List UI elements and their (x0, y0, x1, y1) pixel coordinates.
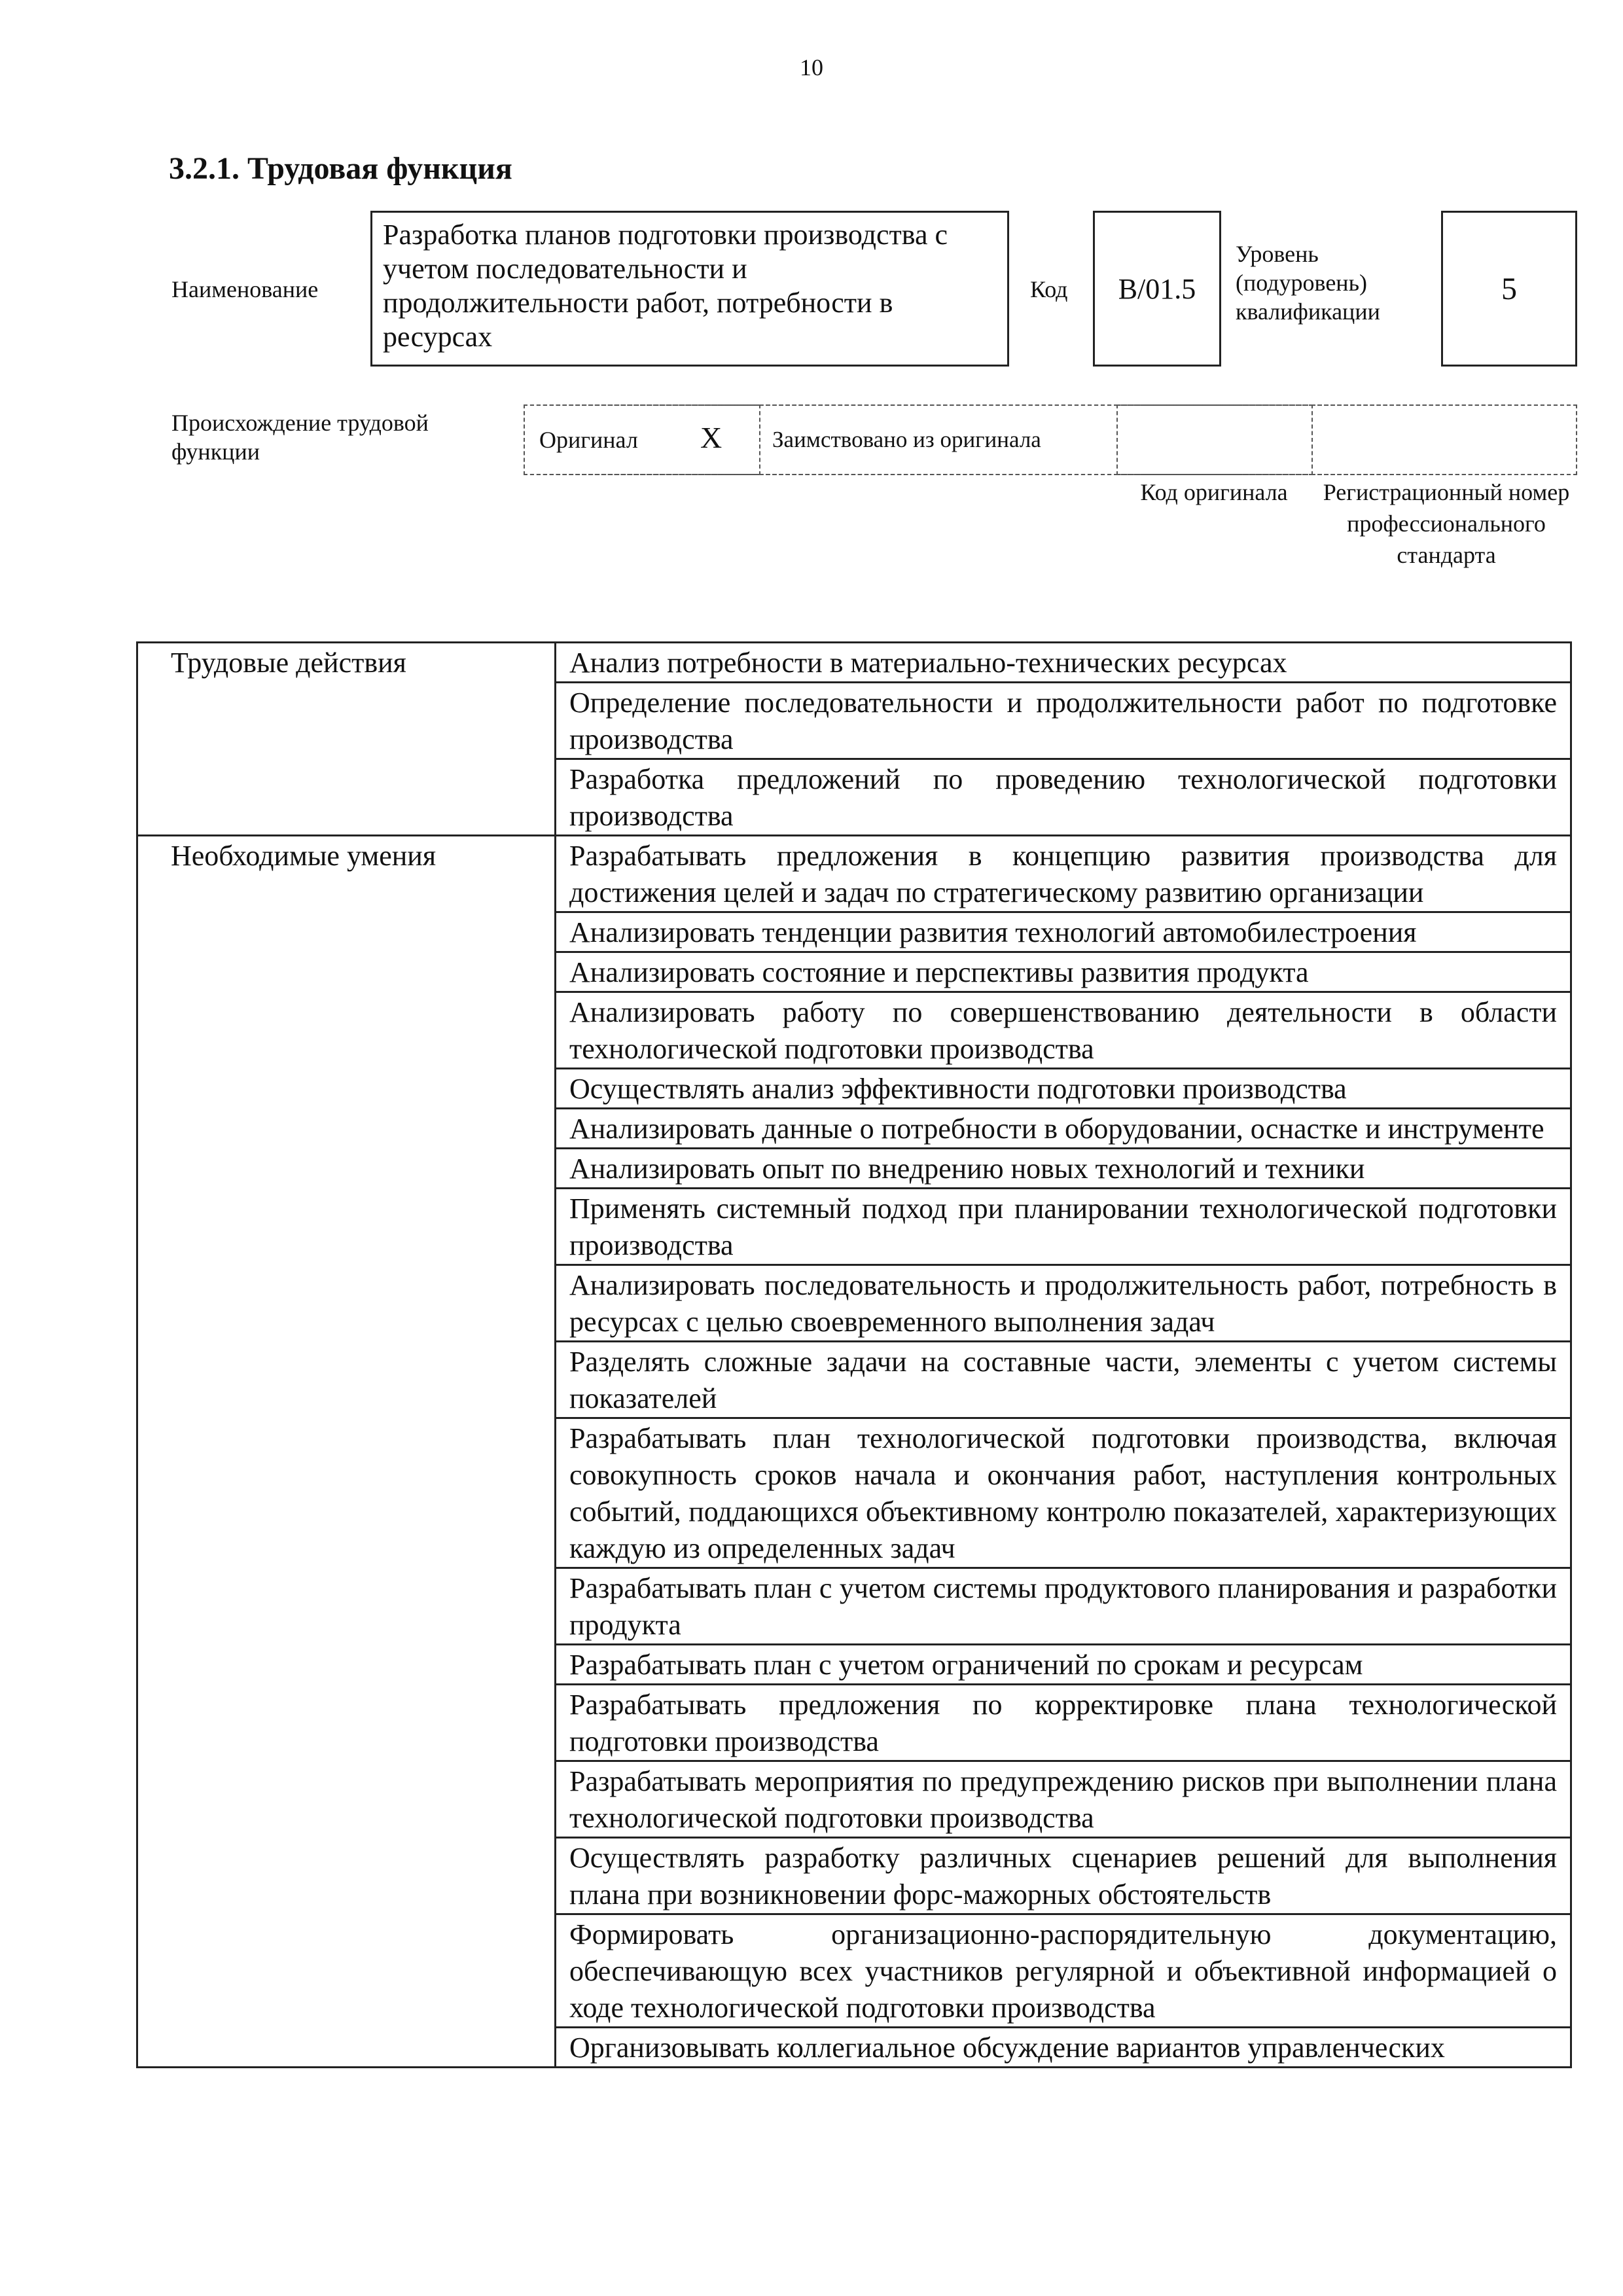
borrowed-label: Заимствовано из оригинала (772, 427, 1041, 452)
page-number: 10 (800, 54, 823, 81)
table-cell: Определение последовательности и продолжительности работ по подготовке производства (556, 683, 1571, 759)
original-mark: X (700, 421, 722, 454)
table-cell: Разработка предложений по проведению технологической подготовки производства (556, 759, 1571, 836)
origin-reg-cell (1311, 404, 1577, 475)
table-cell: Разрабатывать план с учетом системы продуктового планирования и разработки продукта (556, 1568, 1571, 1645)
name-label: Наименование (171, 276, 319, 302)
level-box (1441, 211, 1577, 367)
origin-code-cell (1116, 404, 1313, 475)
table-cell: Разрабатывать мероприятия по предупреждению рисков при выполнении плана технологической подготовки производства (556, 1761, 1571, 1838)
table-cell: Разрабатывать предложения в концепцию развития производства для достижения целей и задач по стратегическому развитию организации (556, 836, 1571, 912)
section-heading: Необходимые умения (137, 836, 556, 2068)
table-cell: Анализировать последовательность и продолжительность работ, потребность в ресурсах с целью своевременного выполнения задач (556, 1265, 1571, 1342)
table-cell: Анализировать данные о потребности в оборудовании, оснастке и инструменте (556, 1109, 1571, 1149)
table-cell: Организовывать коллегиальное обсуждение вариантов управленческих (556, 2028, 1571, 2068)
section-heading: Трудовые действия (137, 643, 556, 836)
table-cell: Осуществлять разработку различных сценариев решений для выполнения плана при возникновении форс-мажорных обстоятельств (556, 1838, 1571, 1914)
table-cell: Разделять сложные задачи на составные части, элементы с учетом системы показателей (556, 1342, 1571, 1418)
table-cell: Разрабатывать предложения по корректировке плана технологической подготовки производства (556, 1685, 1571, 1761)
table-cell: Применять системный подход при планировании технологической подготовки производства (556, 1189, 1571, 1265)
code-box (1093, 211, 1221, 367)
table-cell: Анализировать состояние и перспективы развития продукта (556, 952, 1571, 992)
section-title: 3.2.1. Трудовая функция (169, 151, 512, 186)
table-cell: Анализировать опыт по внедрению новых технологий и техники (556, 1149, 1571, 1189)
original-label: Оригинал (539, 427, 638, 453)
code-value: B/01.5 (1118, 272, 1196, 305)
level-value: 5 (1501, 271, 1517, 306)
function-name-value: Разработка планов подготовки производства с учетом последовательности и продолжительности работ, потребности в ресурсах (383, 219, 948, 353)
code-label: Код (1030, 276, 1068, 302)
origin-label: Происхождение трудовой функции (171, 410, 429, 465)
table-row (137, 643, 1571, 683)
table-cell: Анализ потребности в материально-технических ресурсах (556, 643, 1571, 683)
table-cell: Разрабатывать план с учетом ограничений по срокам и ресурсам (556, 1645, 1571, 1685)
code-original-caption: Код оригинала (1140, 479, 1288, 505)
reg-number-caption: Регистрационный номер профессионального стандарта (1323, 479, 1570, 568)
table-cell: Анализировать работу по совершенствованию деятельности в области технологической подготовки производства (556, 992, 1571, 1069)
level-label: Уровень (подуровень) квалификации (1236, 241, 1380, 325)
table-row (137, 836, 1571, 912)
labor-function-table (136, 641, 1572, 2068)
table-cell: Формировать организационно-распорядительную документацию, обеспечивающую всех участников регулярной и объективной информацией о ходе технологической подготовки производства (556, 1914, 1571, 2028)
table-cell: Разрабатывать план технологической подготовки производства, включая совокупность сроков начала и окончания работ, наступления контрольных событий, поддающихся объективному контролю показателей, характеризующих каждую из определенных задач (556, 1418, 1571, 1568)
table-cell: Осуществлять анализ эффективности подготовки производства (556, 1069, 1571, 1109)
function-name-box (370, 211, 1009, 367)
table-cell: Анализировать тенденции развития технологий автомобилестроения (556, 912, 1571, 952)
